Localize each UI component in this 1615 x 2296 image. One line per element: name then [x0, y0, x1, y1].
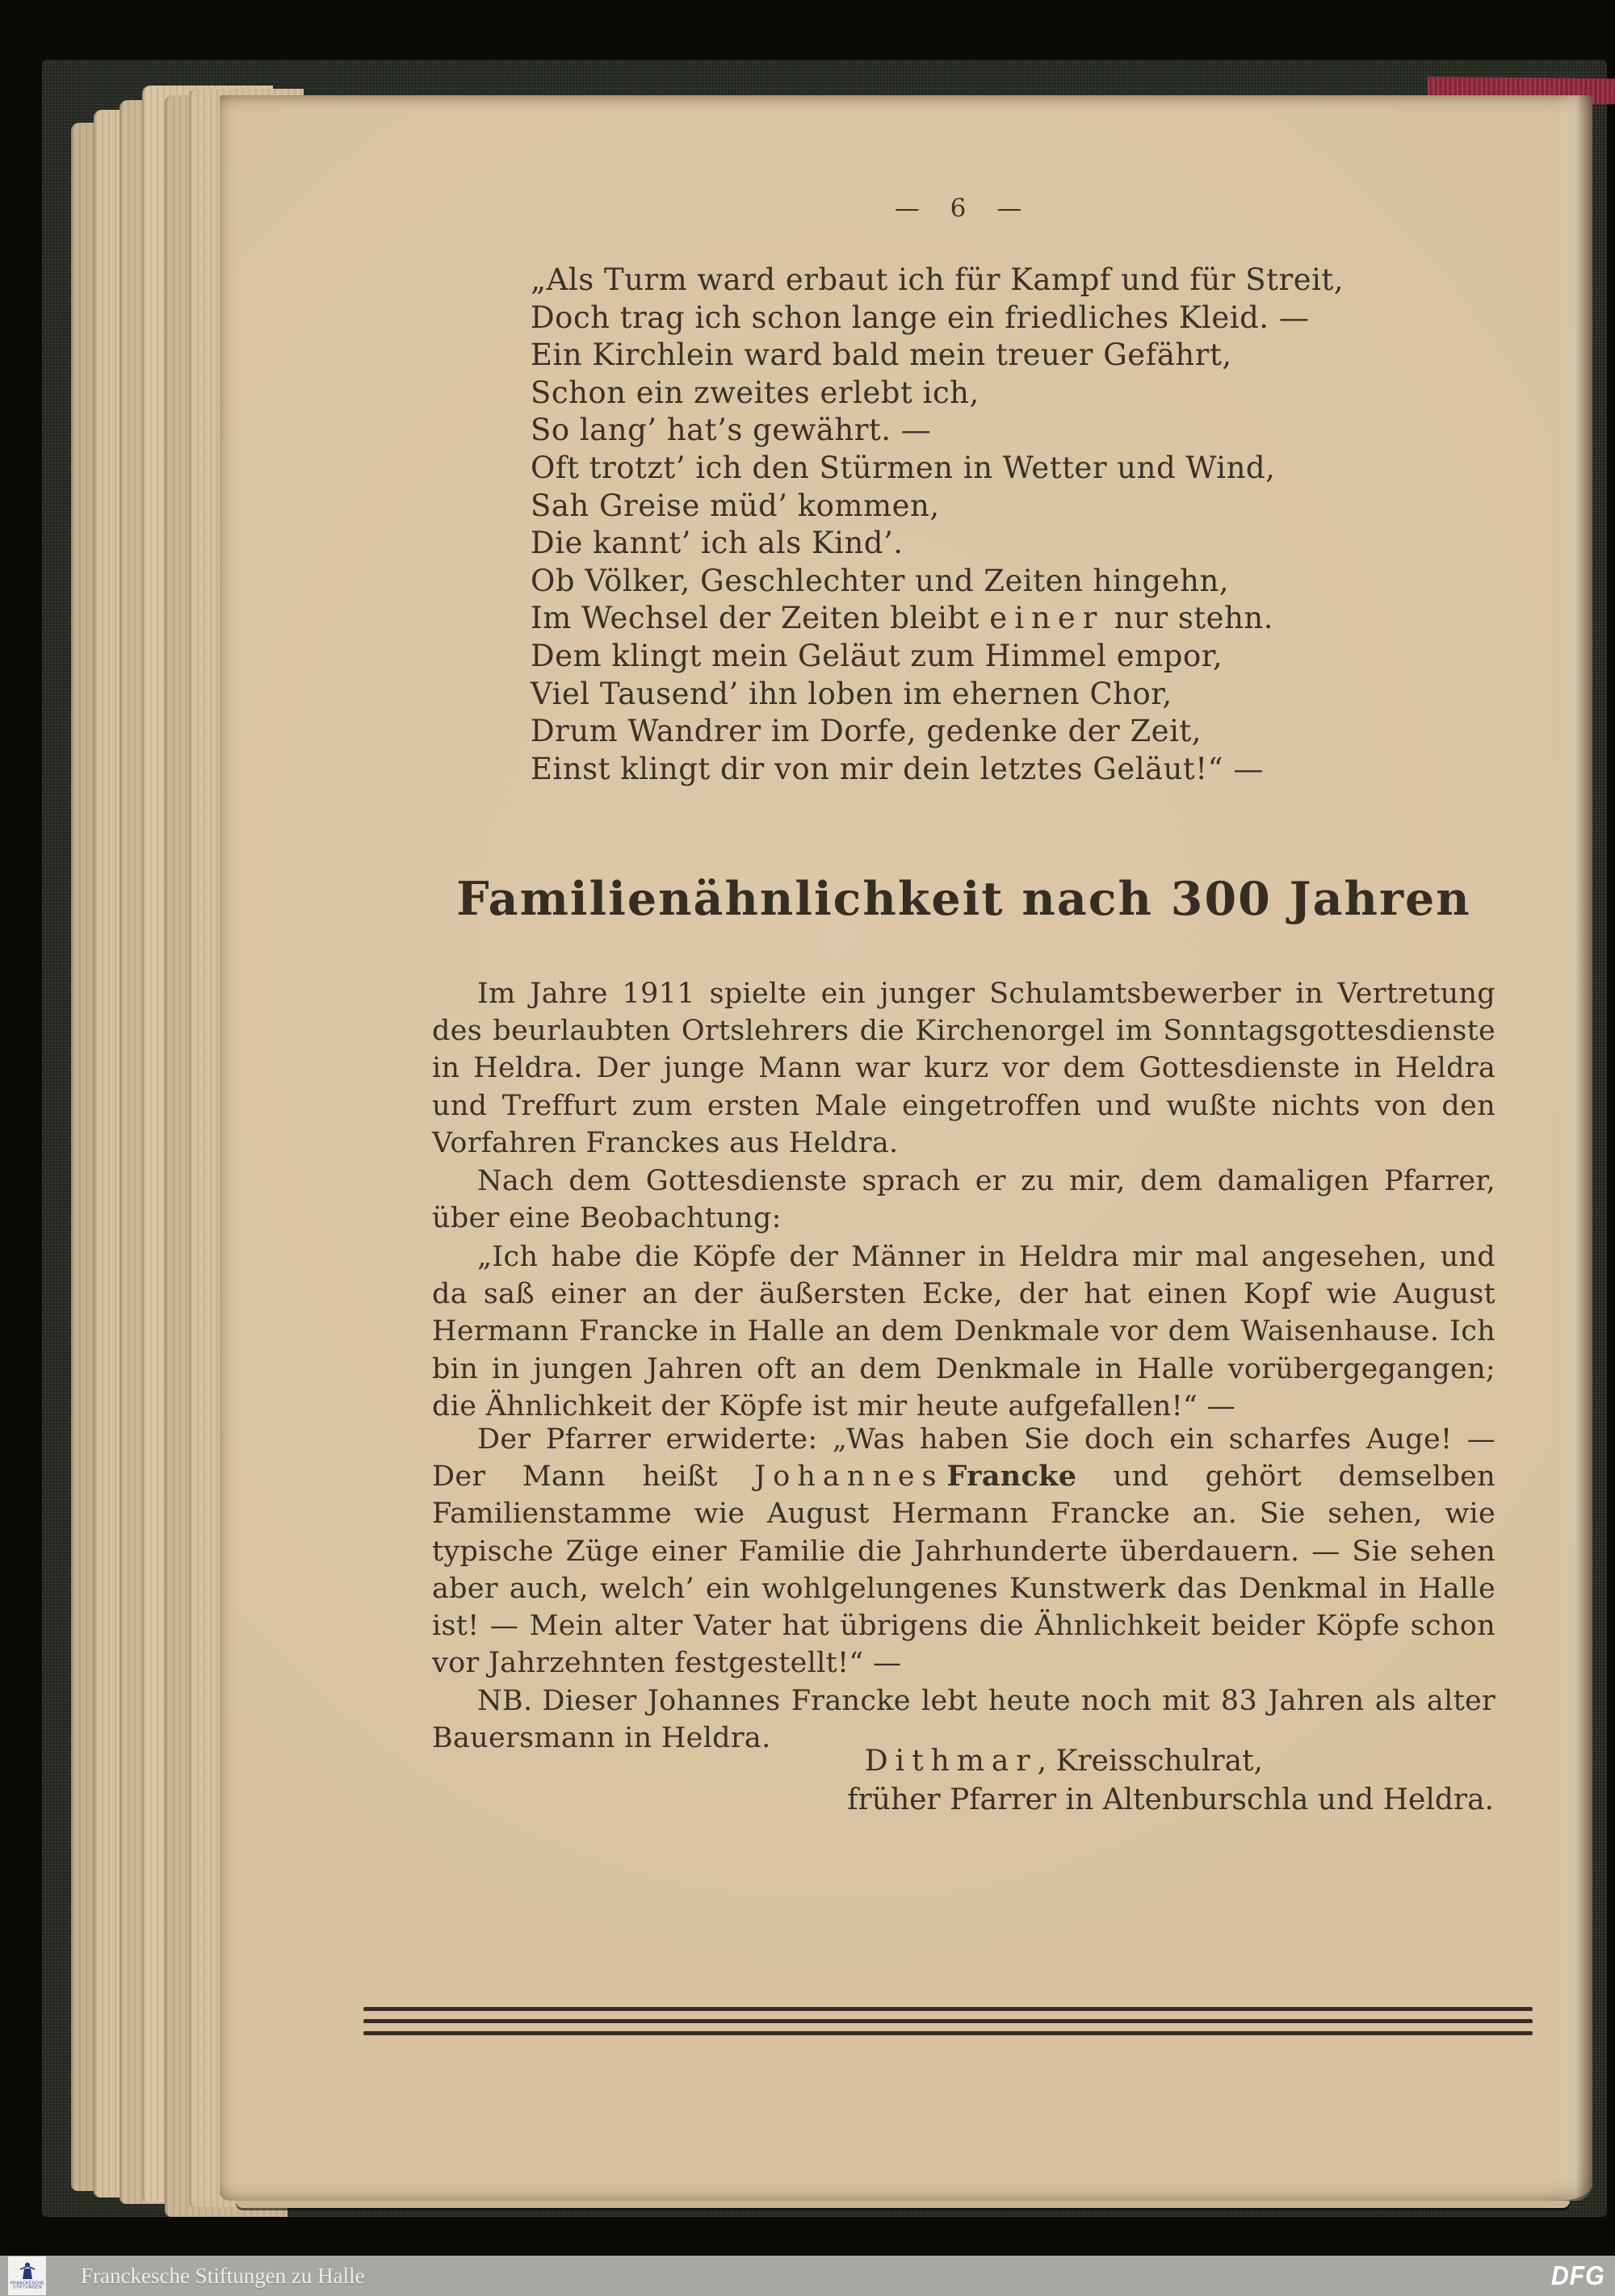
- page-bottom-edge: [236, 2201, 1570, 2208]
- poem-line: Dem klingt mein Geläut zum Himmel empor,: [531, 638, 1223, 673]
- franckesche-stiftungen-logo: [8, 2256, 46, 2295]
- paragraph: Nach dem Gottesdienste sprach er zu mir, dem damaligen Pfarrer, über eine Beobachtung:: [432, 1165, 1495, 1235]
- poem-line: Ob Völker, Geschlechter und Zeiten hingehn,: [531, 563, 1230, 598]
- spaced-name: Johannes: [754, 1460, 944, 1494]
- poem-line: Einst klingt dir von mir dein letztes Geläut!“ —: [531, 751, 1264, 786]
- page-number: — 6 —: [894, 194, 1034, 223]
- nota-bene-paragraph: NB. Dieser Johannes Francke lebt heute noch mit 83 Jahren als alter Bauersmann in Heldra.: [432, 1685, 1495, 1755]
- logo-caption: FRANCKESCHE STIFTUNGEN: [10, 2281, 44, 2290]
- article-title: Familienähnlichkeit nach 300 Jahren: [456, 872, 1471, 926]
- bold-name: Francke: [946, 1460, 1077, 1494]
- poem-line: Ein Kirchlein ward bald mein treuer Gefährt,: [531, 337, 1232, 373]
- poem-line: Im Wechsel der Zeiten bleibt einer nur stehn.: [531, 601, 1273, 636]
- page-fold-shadow: [1555, 95, 1592, 2201]
- poem-line: Die kannt’ ich als Kind’.: [531, 526, 904, 561]
- paragraph: Im Jahre 1911 spielte ein junger Schulamtsbewerber in Vertretung des beurlaubten Ortslehrers die Kirchenorgel im Sonntagsgottesdienste in Heldra. Der junge Mann war kurz vor dem Gottesdienste in Heldra und Treffurt zum ersten Male eingetroffen und wußte nichts von den Vorfahren Franckes aus Heldra.: [432, 978, 1495, 1159]
- poem-line: Doch trag ich schon lange ein friedliches Kleid. —: [531, 300, 1310, 335]
- paragraph: Der Pfarrer erwiderte: „Was haben Sie doch ein scharfes Auge! — Der Mann heißt Johannes Francke und gehört demselben Familienstamme wie August Hermann Francke an. Sie sehen, wie typische Züge einer Familie die Jahrhunderte überdauern. — Sie sehen aber auch, welch’ ein wohlgelungenes Kunstwerk das Denkmal in Halle ist! — Mein alter Vater hat übrigens die Ähnlichkeit beider Köpfe schon vor Jahrzehnten festgestellt!“ —: [432, 1423, 1496, 1680]
- poem-line: Viel Tausend’ ihn loben im ehernen Chor,: [531, 676, 1172, 711]
- viewer-footer-bar: [0, 2256, 1615, 2296]
- poem-line: Sah Greise müd’ kommen,: [531, 488, 940, 523]
- paragraph: „Ich habe die Köpfe der Männer in Heldra mir mal angesehen, und da saß einer an der äußersten Ecke, der hat einen Kopf wie August Hermann Francke in Halle an dem Denkmale vor dem Waisenhause. Ich bin in jungen Jahren oft an dem Denkmale in Halle vorübergegangen; die Ähnlichkeit der Köpfe ist mir heute aufgefallen!“ —: [432, 1241, 1495, 1422]
- book-page: [220, 95, 1592, 2201]
- signature: [432, 1742, 1495, 1820]
- foundation-emblem-icon: [17, 2261, 38, 2281]
- poem-line: Oft trotzt’ ich den Stürmen in Wetter und Wind,: [531, 450, 1276, 485]
- signature-role: früher Pfarrer in Altenburschla und Heldra.: [847, 1783, 1494, 1816]
- dfg-logo: DFG: [1551, 2260, 1605, 2290]
- poem-line: Drum Wandrer im Dorfe, gedenke der Zeit,: [531, 714, 1202, 749]
- poem: [531, 262, 1483, 788]
- poem-line: „Als Turm ward erbaut ich für Kampf und für Streit,: [531, 262, 1344, 297]
- poem-line: Schon ein zweites erlebt ich,: [531, 375, 979, 410]
- poem-line: So lang’ hat’s gewährt. —: [531, 413, 932, 448]
- text-column: [432, 95, 1495, 2201]
- nb-label: NB.: [477, 1685, 533, 1717]
- decorative-triple-rule: [363, 2007, 1533, 2043]
- institution-name: Franckesche Stiftungen zu Halle: [81, 2264, 365, 2288]
- emphasized-word: einer: [989, 601, 1105, 636]
- signature-name: Dithmar, Kreisschulrat,: [864, 1745, 1263, 1778]
